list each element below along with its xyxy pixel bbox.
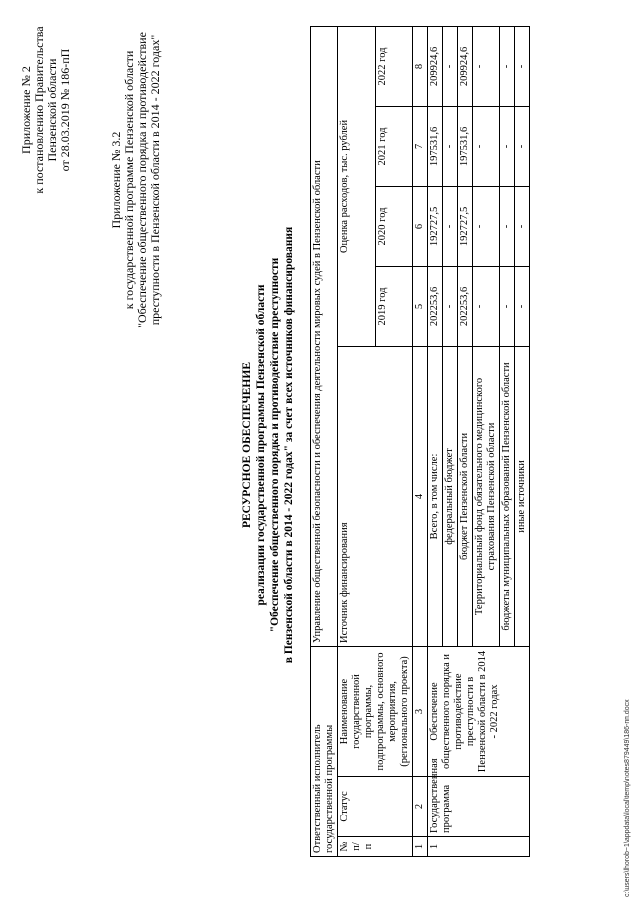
appendix-line: к государственной программе Пензенской области [122, 50, 136, 310]
heading-line: "Обеспечение общественного порядка и противодействие преступности [269, 257, 281, 633]
value-cell: 202253,6 [458, 266, 473, 346]
value-cell: - [515, 186, 530, 266]
resource-table [310, 26, 530, 857]
source-cell: Территориальный фонд обязательного медицинского страхования Пензенской области [473, 346, 500, 646]
value-cell: - [473, 266, 500, 346]
index-cell: 6 [413, 186, 428, 266]
appendix-line: Пензенской области [45, 58, 59, 162]
source-cell: бюджет Пензенской области [458, 346, 473, 646]
value-cell: - [515, 106, 530, 186]
responsible-value: Управление общественной безопасности и обеспечения деятельности мировых судей в Пензенской области [311, 26, 338, 646]
appendix-line: к постановлению Правительства [32, 26, 46, 194]
row-status: Государственная программа [428, 777, 530, 837]
appendix-line: Приложение № 2 [19, 66, 33, 154]
year-header: 2022 год [375, 26, 413, 106]
value-cell: 192727,5 [428, 186, 443, 266]
index-cell: 4 [413, 346, 428, 646]
heading-line: реализации государственной программы Пензенской области [255, 284, 267, 606]
value-cell: 202253,6 [428, 266, 443, 346]
index-cell: 5 [413, 266, 428, 346]
appendix-line: преступности в Пензенской области в 2014 - 2022 годах" [148, 34, 162, 326]
value-cell: - [473, 26, 500, 106]
value-cell: - [473, 106, 500, 186]
source-cell: бюджеты муниципальных образований Пензенской области [500, 346, 515, 646]
value-cell: - [443, 186, 458, 266]
source-cell: иные источники [515, 346, 530, 646]
row-program-name: Обеспечение общественного порядка и противодействие преступности в Пензенской области в 2014 - 2022 годах [428, 646, 530, 776]
heading-line: в Пензенской области в 2014 - 2022 годах" за счет всех источников финансирования [283, 226, 295, 664]
appendix-line: "Обеспечение общественного порядка и противодействие [135, 32, 149, 328]
col-estimate-header: Оценка расходов, тыс. рублей [338, 26, 376, 346]
col-name-header: Наименование государственной программы, подпрограммы, основного мероприятия, (регионального проекта) [338, 646, 413, 776]
year-header: 2021 год [375, 106, 413, 186]
value-cell: - [500, 26, 515, 106]
col-status-header: Статус [338, 777, 413, 837]
value-cell: 209924,6 [458, 26, 473, 106]
row-num: 1 [428, 837, 530, 857]
index-cell: 1 [413, 837, 428, 857]
value-cell: - [515, 26, 530, 106]
appendix-state-program [110, 15, 162, 345]
responsible-label: Ответственный исполнитель государственной программы [311, 646, 338, 856]
index-cell: 8 [413, 26, 428, 106]
source-cell: Всего, в том числе: [428, 346, 443, 646]
value-cell: - [515, 266, 530, 346]
value-cell: - [443, 106, 458, 186]
value-cell: - [500, 266, 515, 346]
value-cell: - [473, 186, 500, 266]
appendix-line: от 28.03.2019 № 186-пП [58, 48, 72, 172]
value-cell: - [443, 26, 458, 106]
col-num-header: № п/п [338, 837, 413, 857]
value-cell: - [500, 106, 515, 186]
heading-title: РЕСУРСНОЕ ОБЕСПЕЧЕНИЕ [241, 362, 253, 529]
index-cell: 7 [413, 106, 428, 186]
index-cell: 2 [413, 777, 428, 837]
col-source-header: Источник финансирования [338, 346, 413, 646]
appendix-line: Приложение № 3.2 [109, 131, 123, 229]
index-cell: 3 [413, 646, 428, 776]
table-row [428, 26, 443, 856]
value-cell: - [500, 186, 515, 266]
year-header: 2020 год [375, 186, 413, 266]
value-cell: 197531,6 [458, 106, 473, 186]
file-path-footer: c:\users\lhorob~1\appdata\local\temp\notes879449\186-пп.docx [624, 699, 631, 897]
responsible-row [311, 26, 338, 856]
value-cell: 209924,6 [428, 26, 443, 106]
value-cell: 197531,6 [428, 106, 443, 186]
source-cell: федеральный бюджет [443, 346, 458, 646]
value-cell: 192727,5 [458, 186, 473, 266]
document-heading [240, 165, 296, 725]
index-row [413, 26, 428, 856]
header-row [338, 26, 376, 856]
year-header: 2019 год [375, 266, 413, 346]
value-cell: - [443, 266, 458, 346]
appendix-government-decree [20, 15, 72, 205]
